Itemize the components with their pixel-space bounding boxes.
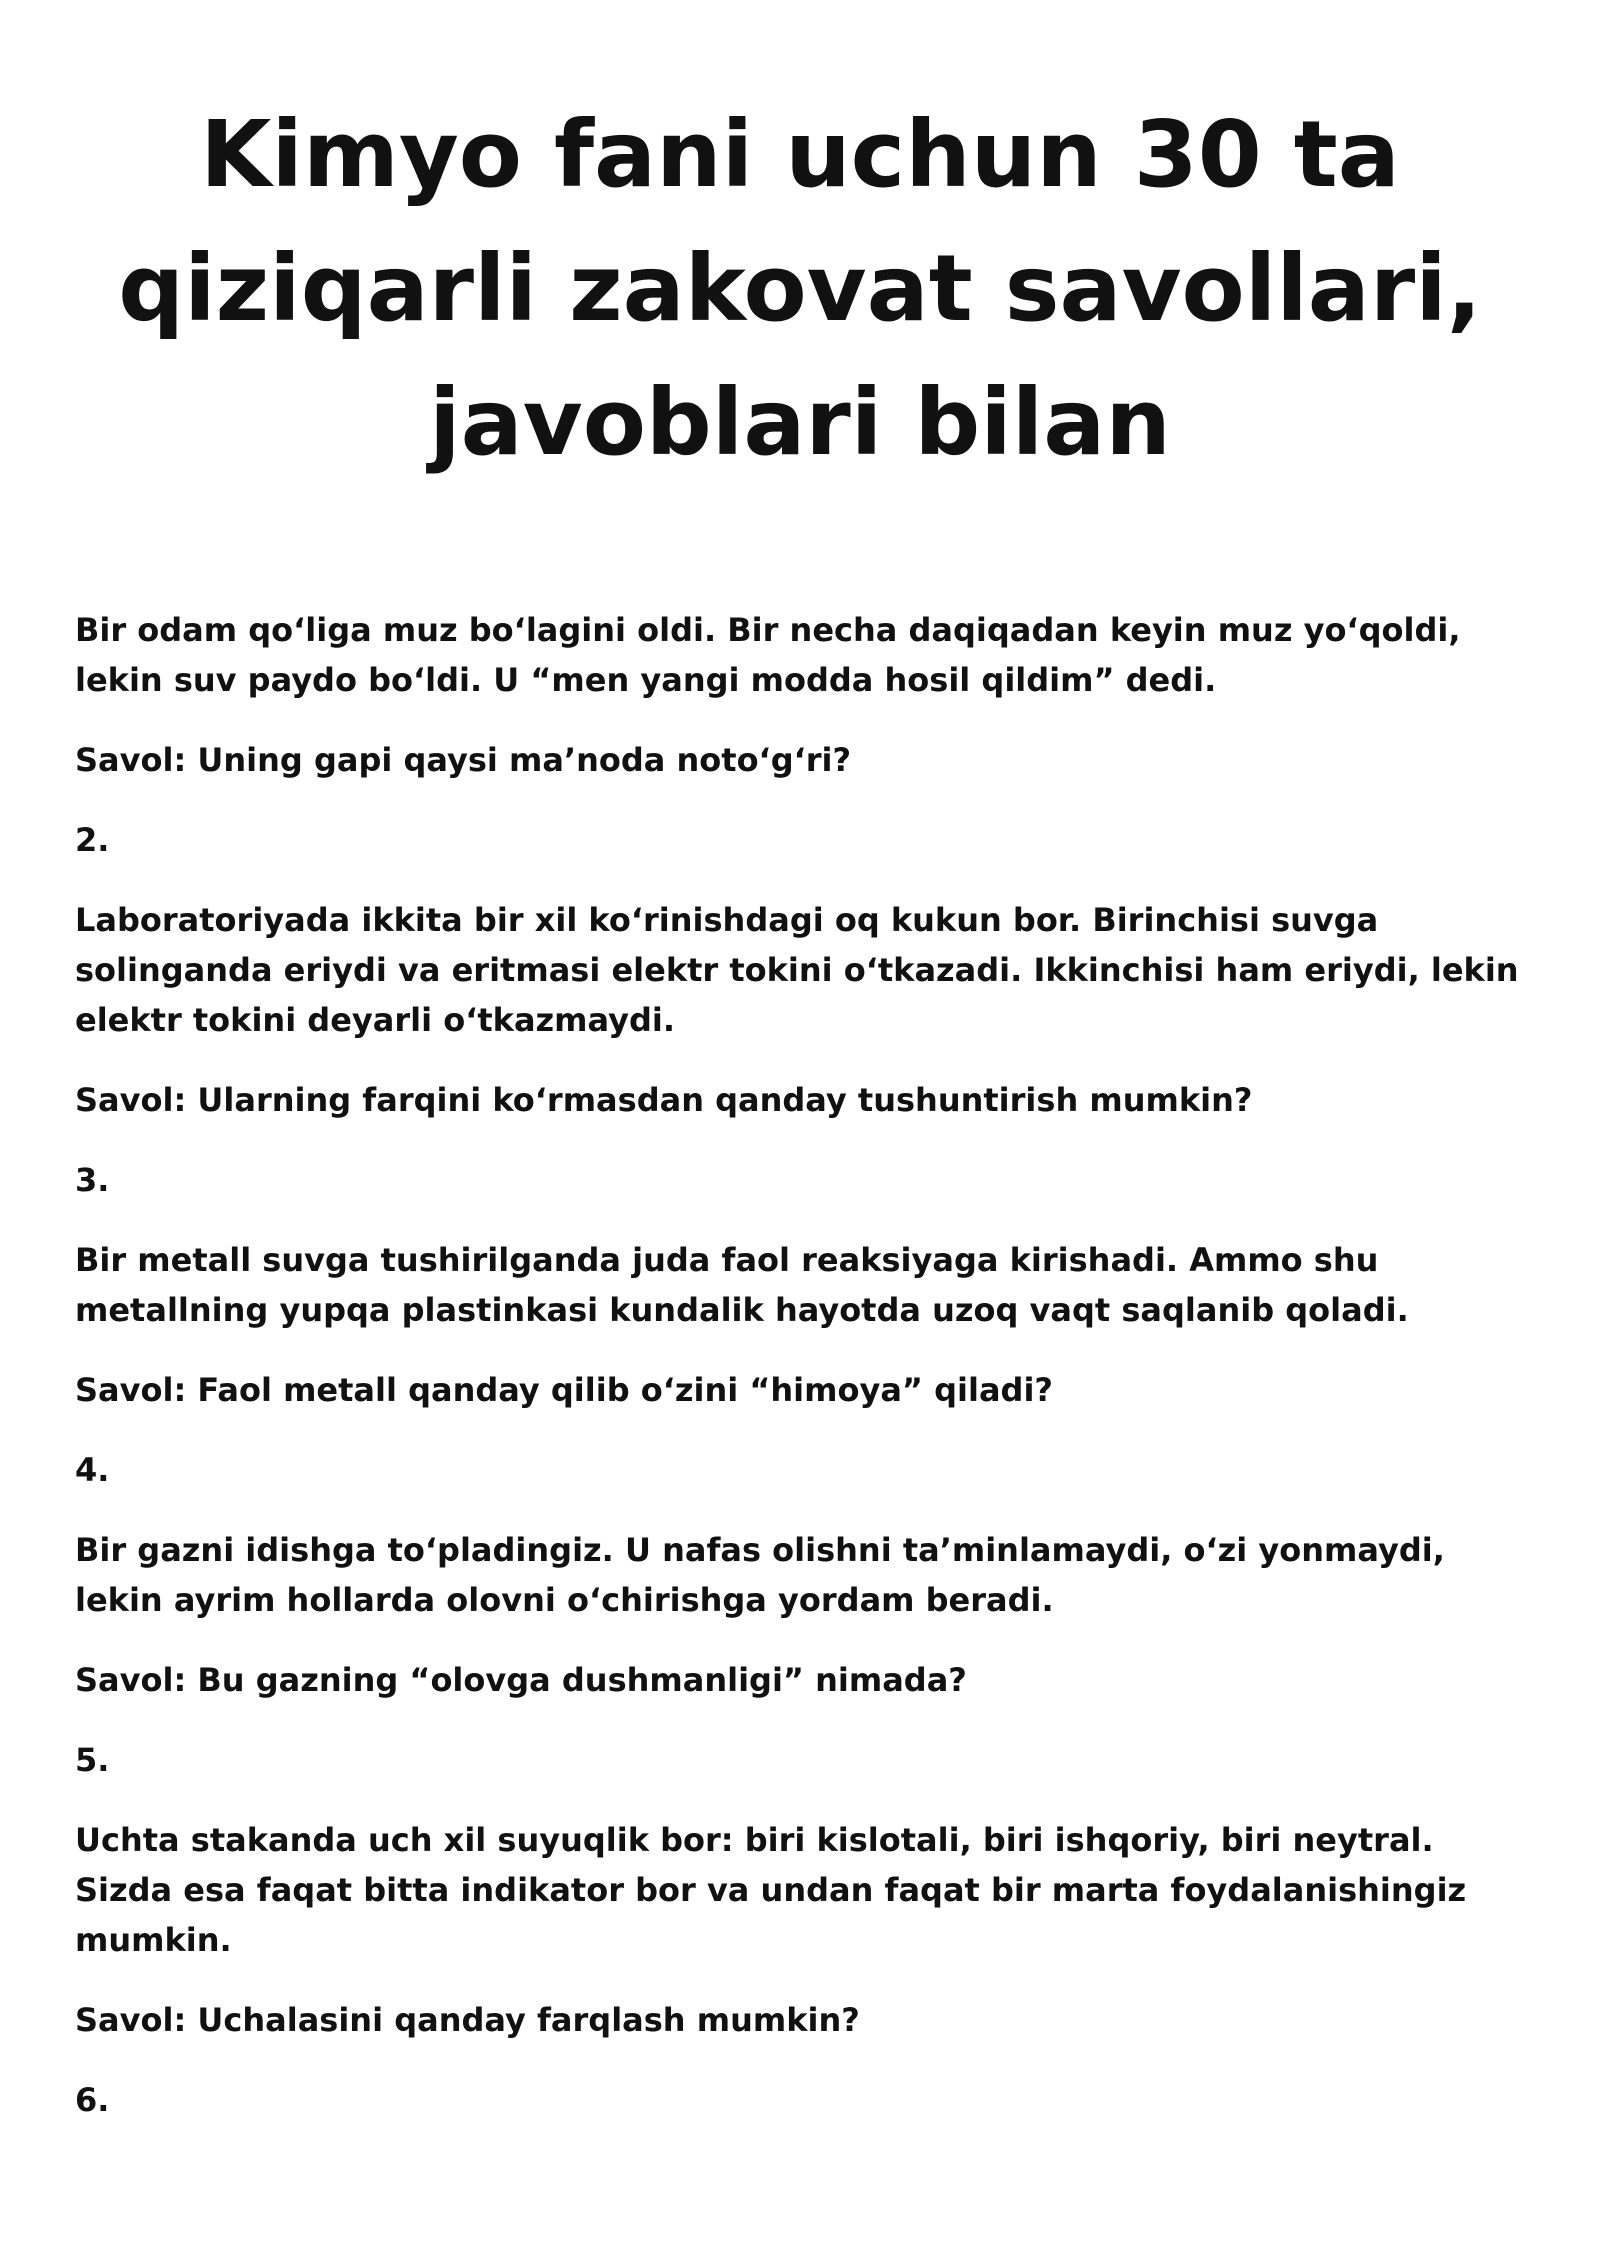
item-number-5: 5. (75, 1741, 110, 1779)
item-number-4: 4. (75, 1451, 110, 1489)
item-number-2: 2. (75, 821, 110, 859)
paragraph-4: Bir gazni idishga to‘pladingiz. U nafas olishni ta’minlamaydi, o‘zi yonmaydi, lekin ayrim hollarda olovni o‘chirishga yordam beradi. (75, 1531, 1445, 1619)
item-number-3: 3. (75, 1161, 110, 1199)
question-1: Savol: Uning gapi qaysi ma’noda noto‘g‘ri? (75, 741, 852, 779)
question-2: Savol: Ularning farqini ko‘rmasdan qanday tushuntirish mumkin? (75, 1081, 1253, 1119)
paragraph-3: Bir metall suvga tushirilganda juda faol reaksiyaga kirishadi. Ammo shu metallning yupqa plastinkasi kundalik hayotda uzoq vaqt saqlanib qoladi. (75, 1241, 1409, 1329)
item-number-6: 6. (75, 2081, 110, 2119)
question-4: Savol: Bu gazning “olovga dushmanligi” nimada? (75, 1661, 967, 1699)
paragraph-5: Uchta stakanda uch xil suyuqlik bor: biri kislotali, biri ishqoriy, biri neytral. Sizda esa faqat bitta indikator bor va undan faqat bir marta foydalanishingiz mumkin. (75, 1821, 1467, 1959)
document-body (75, 605, 1525, 2125)
paragraph-2: Laboratoriyada ikkita bir xil ko‘rinishdagi oq kukun bor. Birinchisi suvga solinganda eriydi va eritmasi elektr tokini o‘tkazadi. Ikkinchisi ham eriydi, lekin elektr tokini deyarli o‘tkazmaydi. (75, 901, 1519, 1039)
question-3: Savol: Faol metall qanday qilib o‘zini “himoya” qiladi? (75, 1371, 1053, 1409)
question-5: Savol: Uchalasini qanday farqlash mumkin? (75, 2001, 860, 2039)
paragraph-intro-1: Bir odam qo‘liga muz bo‘lagini oldi. Bir necha daqiqadan keyin muz yo‘qoldi, lekin suv paydo bo‘ldi. U “men yangi modda hosil qildim” dedi. (75, 611, 1461, 699)
document-title: Kimyo fani uchun 30 ta qiziqarli zakovat savollari, javoblari bilan (118, 101, 1482, 476)
